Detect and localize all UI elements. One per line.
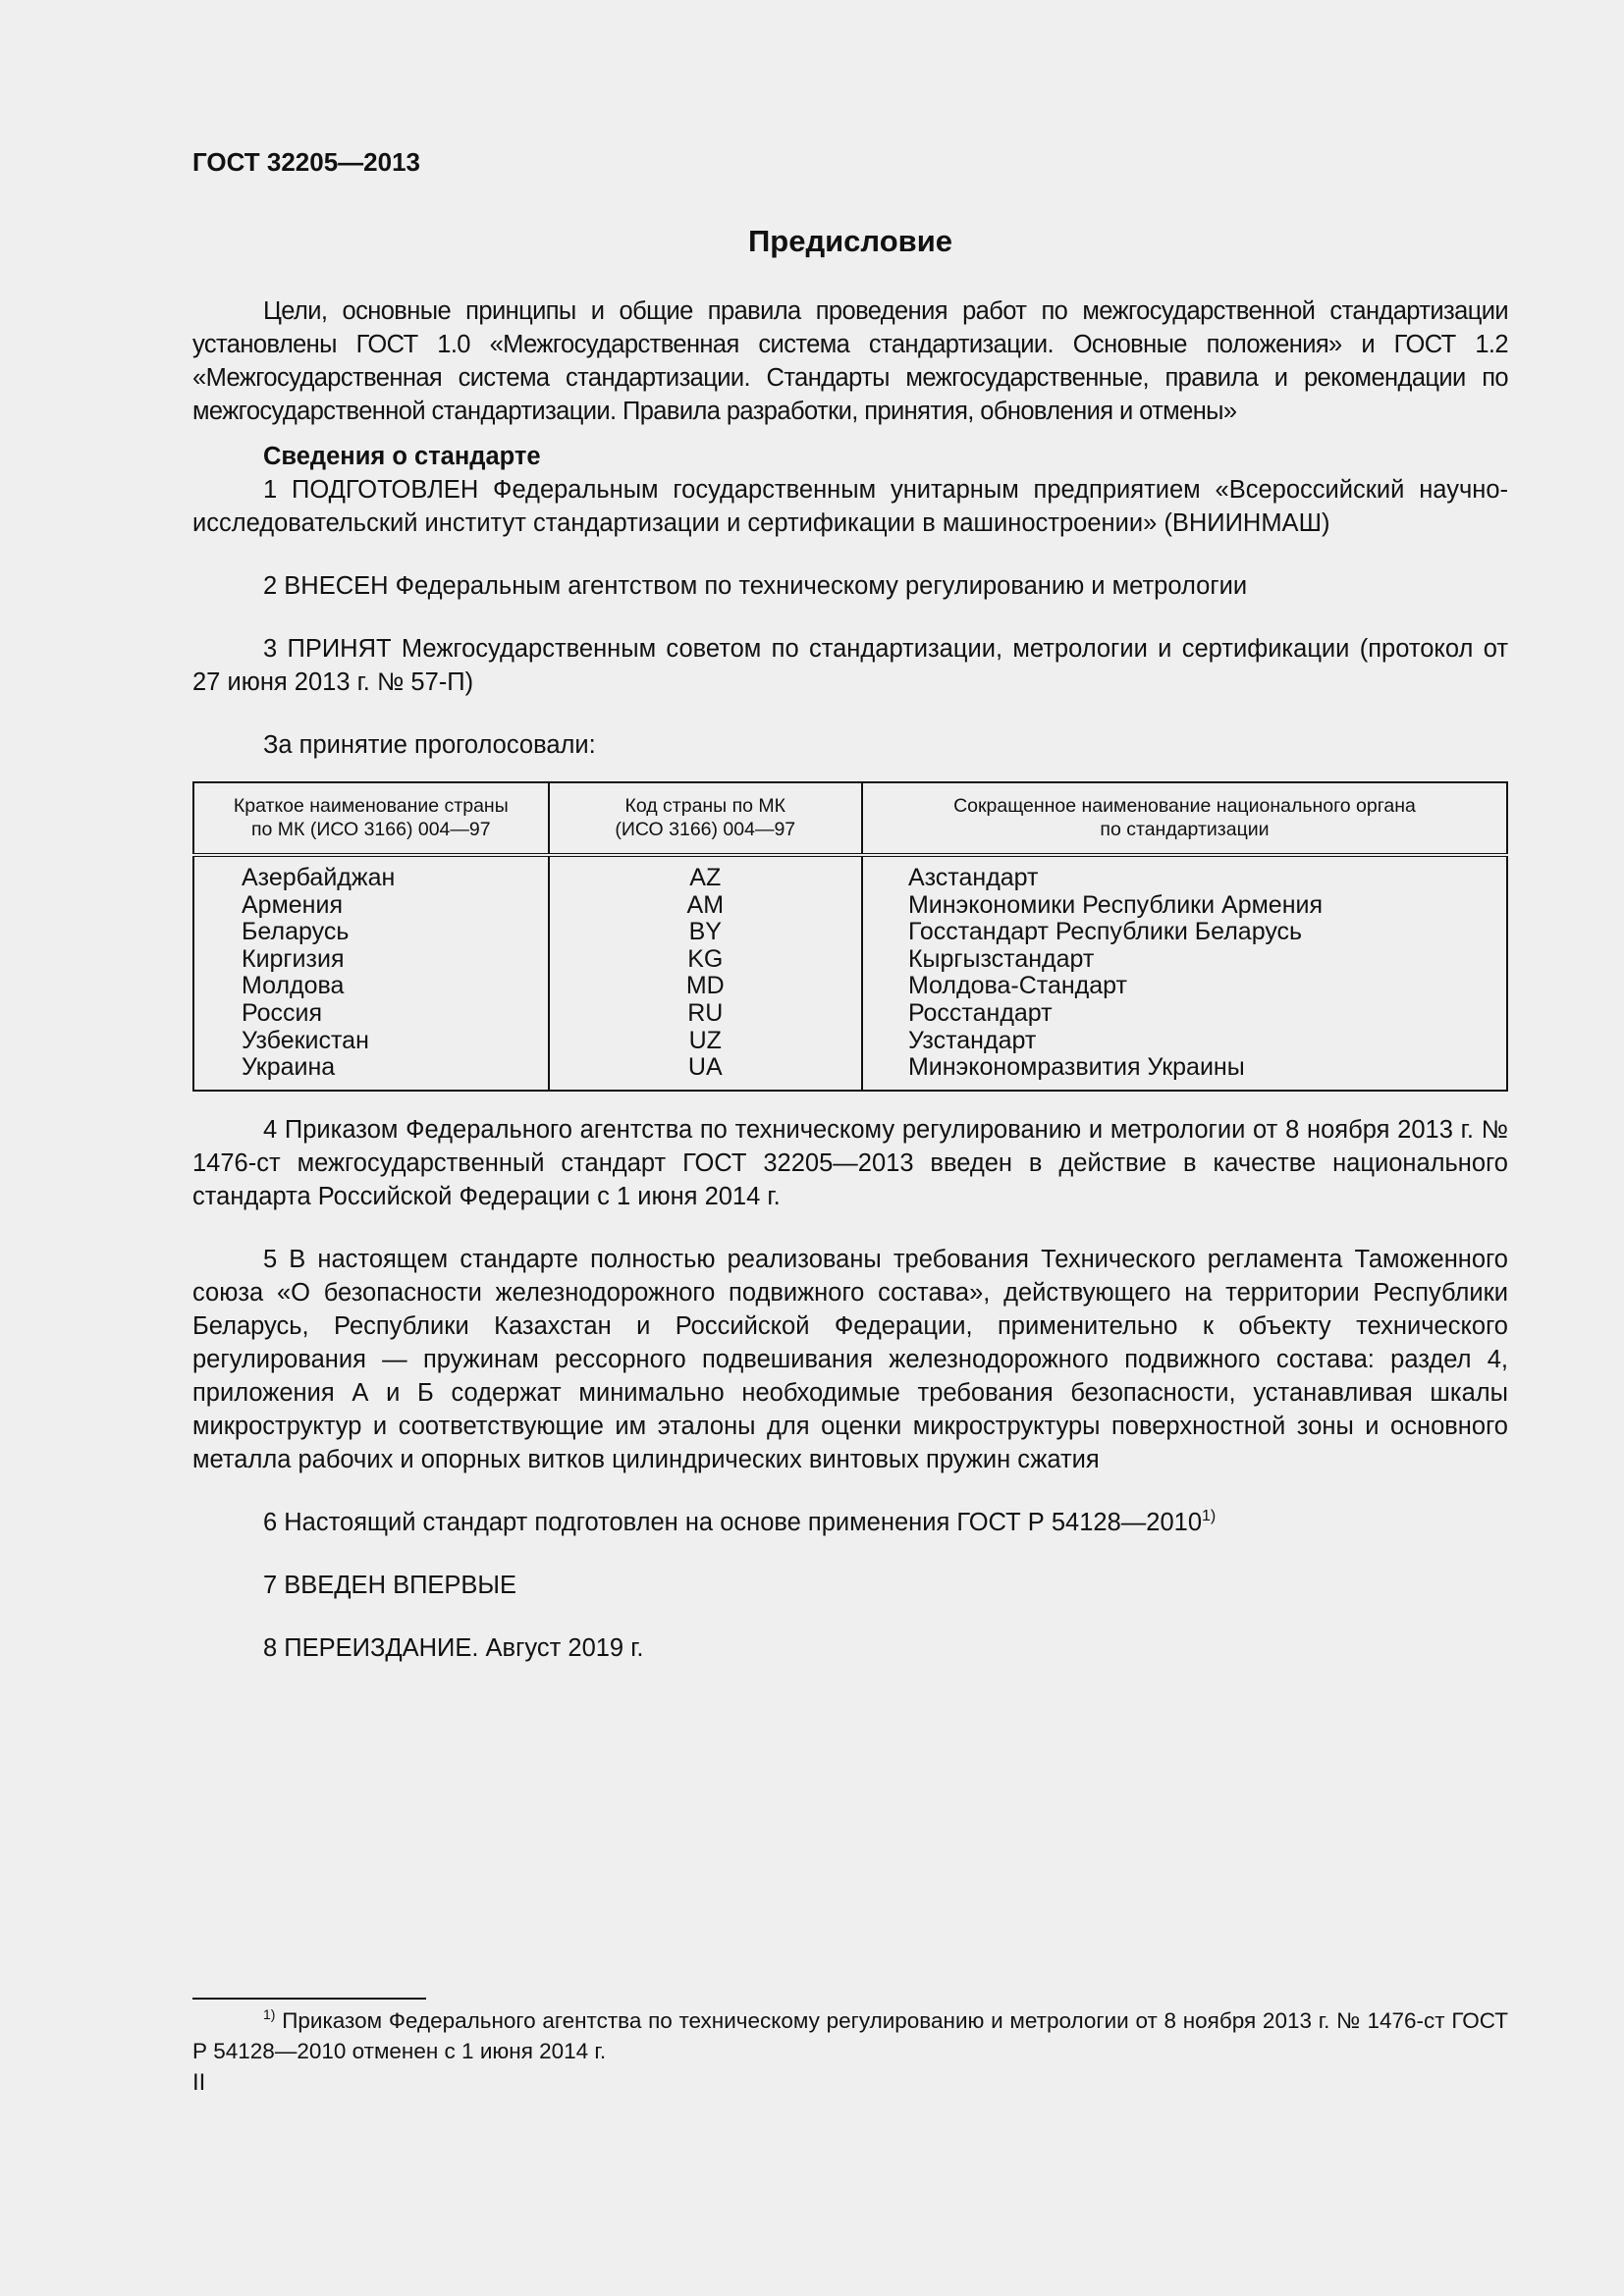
table-cell: Россия: [242, 998, 322, 1027]
table-cell: MD: [685, 972, 725, 1000]
page-title: Предисловие: [747, 224, 952, 258]
table-body: [193, 855, 1507, 1091]
item-3-paragraph: 3 ПРИНЯТ Межгосударственным советом по стандартизации, метрологии и сертификации (протокол от 27 июня 2013 г. № 57-П): [192, 635, 1508, 696]
footnote-reference[interactable]: 1): [1202, 1507, 1217, 1524]
table-cell: Кыргызстандарт: [907, 944, 1095, 973]
footnote-text: Приказом Федерального агентства по техническому регулированию и метрологии от 8 ноября 2013 г. № 1476-ст ГОСТ Р 54128—2010 отменен с 1 июня 2014 г.: [192, 2008, 1508, 2063]
vote-label: За принятие проголосовали:: [263, 731, 596, 759]
document-body: [192, 294, 1508, 1665]
table-cell: UA: [687, 1053, 723, 1082]
voting-countries-table: [192, 781, 1508, 1092]
table-cell: UZ: [688, 1026, 722, 1054]
item-7-paragraph: 7 ВВЕДЕН ВПЕРВЫЕ: [263, 1571, 517, 1599]
table-cell: Украина: [242, 1053, 336, 1082]
document-id: ГОСТ 32205—2013: [192, 147, 420, 177]
table-cell: KG: [687, 944, 724, 973]
table-cell: AZ: [689, 864, 722, 891]
intro-paragraph: Цели, основные принципы и общие правила проведения работ по межгосударственной стандартизации установлены ГОСТ 1.0 «Межгосударственная система стандартизации. Основные положения» и ГОСТ 1.2 «Межгосударственная система стандартизации. Стандарты межгосударственные, правила и рекомендации по межгосударственной стандартизации. Правила разработки, принятия, обновления и отмены»: [192, 297, 1508, 425]
table-cell: Азербайджан: [242, 864, 396, 891]
table-cell: BY: [688, 918, 722, 946]
table-header-code: Код страны по МК (ИСО 3166) 004—97: [549, 782, 862, 855]
table-cell: Киргизия: [242, 944, 345, 973]
table-cell: Минэкономики Республики Армения: [907, 890, 1324, 919]
table-cell: Росстандарт: [907, 998, 1053, 1027]
code-column: [549, 855, 862, 1091]
table-cell: Армения: [242, 890, 343, 919]
authority-column: [862, 855, 1507, 1091]
table-header-country: Краткое наименование страны по МК (ИСО 3166) 004—97: [193, 782, 549, 855]
table-header-row: [193, 782, 1507, 855]
item-6-text: 6 Настоящий стандарт подготовлен на основе применения ГОСТ Р 54128—2010: [263, 1508, 1203, 1536]
section-subheading: Сведения о стандарте: [263, 443, 541, 470]
item-5-paragraph: 5 В настоящем стандарте полностью реализованы требования Технического регламента Таможенного союза «О безопасности железнодорожного подвижного состава», действующего на территории Республики Беларусь, Республики Казахстан и Российской Федерации, применительно к объекту технического регулирования — пружинам рессорного подвешивания железнодорожного подвижного состава: раздел 4, приложения А и Б содержат минимально необходимые требования безопасности, устанавливая шкалы микроструктур и соответствующие им эталоны для оценки микроструктуры поверхностной зоны и основного металла рабочих и опорных витков цилиндрических винтовых пружин сжатия: [192, 1245, 1508, 1473]
table-cell: Азстандарт: [907, 864, 1039, 891]
item-2-paragraph: 2 ВНЕСЕН Федеральным агентством по техническому регулированию и метрологии: [263, 572, 1248, 600]
table-cell: Госстандарт Республики Беларусь: [907, 918, 1303, 946]
footnote-marker: 1): [263, 2006, 276, 2022]
item-1-paragraph: 1 ПОДГОТОВЛЕН Федеральным государственным унитарным предприятием «Всероссийский научно-исследовательский институт стандартизации и сертификации в машиностроении» (ВНИИНМАШ): [192, 476, 1508, 537]
table-cell: Молдова: [242, 972, 345, 1000]
country-column: [193, 855, 549, 1091]
footnote: [192, 2005, 1508, 2066]
table-cell: AM: [686, 890, 725, 919]
table-cell: Молдова-Стандарт: [907, 972, 1127, 1000]
table-cell: Беларусь: [242, 918, 350, 946]
table-cell: Минэкономразвития Украины: [907, 1053, 1245, 1082]
table-header-authority: Сокращенное наименование национального органа по стандартизации: [862, 782, 1507, 855]
item-8-paragraph: 8 ПЕРЕИЗДАНИЕ. Август 2019 г.: [263, 1633, 644, 1662]
item-6-paragraph: [192, 1506, 1508, 1539]
footnote-divider: [192, 1998, 426, 2000]
table-cell: Узстандарт: [907, 1026, 1037, 1054]
table-cell: RU: [687, 998, 724, 1027]
table-cell: Узбекистан: [242, 1026, 369, 1054]
page-number: II: [192, 2069, 206, 2096]
item-4-paragraph: 4 Приказом Федерального агентства по техническому регулированию и метрологии от 8 ноября 2013 г. № 1476-ст межгосударственный стандарт ГОСТ 32205—2013 введен в действие в качестве национального стандарта Российской Федерации с 1 июня 2014 г.: [192, 1115, 1508, 1210]
